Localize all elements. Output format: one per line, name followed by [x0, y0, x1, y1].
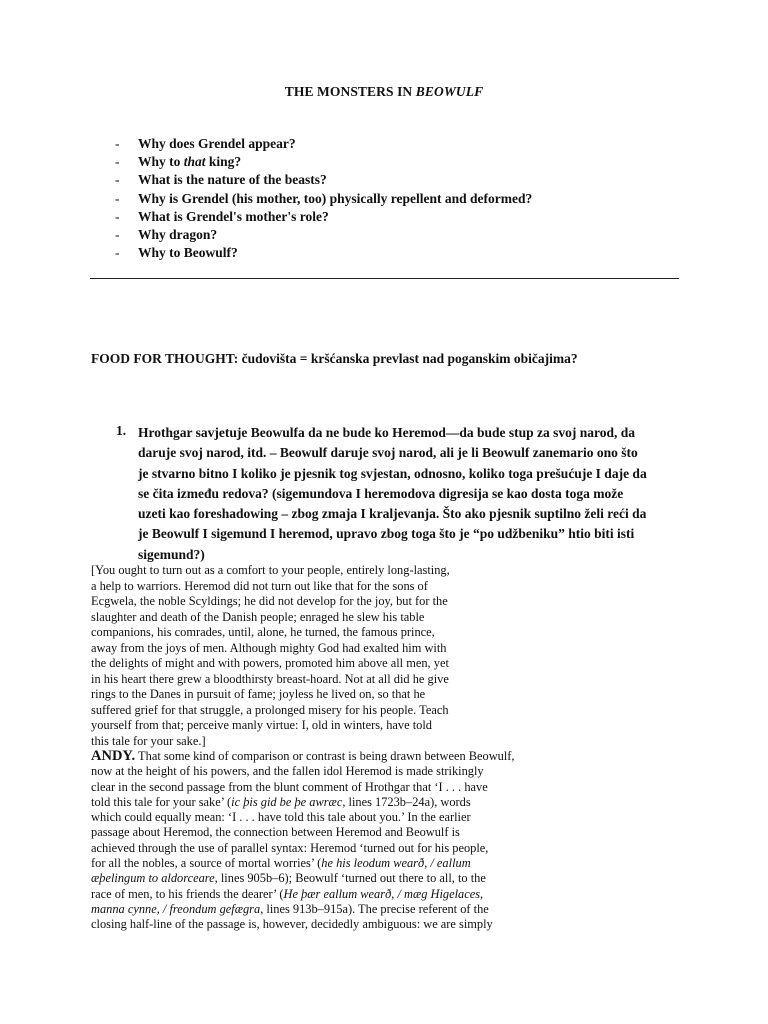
old-english-quote: He þær eallum wearð, / mæg Higelaces,: [283, 886, 484, 901]
question-emphasis: that: [183, 154, 206, 170]
andy-line: [91, 795, 515, 810]
question-text: Why is Grendel (his mother, too) physically repellent and deformed?: [138, 190, 533, 206]
point-line: je stvarno bitno I koliko je pjesnik tog svjestan, odnosno, koliko toga prešućuje I daje da: [138, 465, 647, 481]
andy-text: for all the nobles, a source of mortal worries’ (: [91, 856, 322, 871]
point-number: 1.: [116, 423, 127, 438]
quote-line: a help to warriors. Heremod did not turn out like that for the sons of: [91, 578, 428, 593]
point-line: sigemund?): [138, 546, 205, 562]
andy-line: [91, 749, 515, 764]
quote-line: this tale for your sake.]: [91, 733, 206, 748]
question-text: Why to: [138, 154, 184, 170]
quote-line: Ecgwela, the noble Scyldings; he did not develop for the joy, but for the: [91, 594, 448, 608]
andy-text: , lines 913b–915a). The precise referent of the: [260, 901, 489, 916]
list-item: [115, 244, 532, 262]
point-line: uzeti kao foreshadowing – zbog zmaja I kraljevanja. Što ako pjesnik suptilno želi reći da: [138, 506, 647, 522]
andy-label: ANDY.: [91, 748, 136, 764]
point-line: Hrothgar savjetuje Beowulfa da ne bude ko Heremod—da bude stup za svoj narod, da: [138, 425, 636, 440]
old-english-quote: manna cynne, / freondum gefægra: [91, 901, 261, 916]
quote-line: slaughter and death of the Danish people; enraged he slew his table: [91, 609, 425, 624]
quote-line: [You ought to turn out as a comfort to your people, entirely long-lasting,: [91, 563, 450, 577]
list-dash: -: [115, 245, 120, 261]
quote-line: away from the joys of men. Although mighty God had exalted him with: [91, 640, 447, 655]
andy-text: That some kind of comparison or contrast is being drawn between Beowulf,: [135, 749, 515, 763]
andy-text: told this tale for your sake’ (: [91, 794, 232, 809]
question-text: Why does Grendel appear?: [138, 136, 296, 151]
list-item: [115, 153, 532, 171]
question-text: king?: [205, 154, 242, 170]
question-text: What is Grendel's mother's role?: [138, 208, 329, 224]
question-text: What is the nature of the beasts?: [138, 172, 327, 188]
list-dash: -: [115, 208, 120, 224]
andy-line: [91, 902, 515, 917]
list-item: [115, 171, 532, 189]
andy-line: [91, 871, 515, 886]
old-english-quote: he his leodum wearð, / eallum: [321, 856, 471, 871]
food-for-thought-heading: FOOD FOR THOUGHT: čudovišta = kršćanska prevlast nad poganskim običajima?: [91, 351, 578, 366]
list-item: [115, 208, 532, 226]
title-prefix: THE MONSTERS IN: [284, 84, 416, 99]
andy-text: , lines 1723b–24a), words: [342, 794, 471, 809]
title-work: BEOWULF: [415, 84, 484, 99]
old-english-quote: æþelingum to aldorceare: [91, 871, 215, 886]
point-line: je Beowulf I sigemund I heremod, upravo zbog toga što je “po udžbeniku” htio biti isti: [138, 526, 635, 542]
question-list: [115, 135, 532, 262]
horizontal-divider: [90, 278, 679, 279]
point-line: daruje svoj narod, itd. – Beowulf daruje svoj narod, ali je li Beowulf zanemario ono što: [138, 445, 638, 461]
andy-commentary: [91, 749, 515, 933]
andy-line: closing half-line of the passage is, however, decidedly ambiguous: we are simply: [91, 917, 493, 932]
andy-line: [91, 856, 515, 871]
quote-line: suffered grief for that struggle, a prolonged misery for his people. Teach: [91, 702, 449, 717]
list-item: [115, 226, 532, 244]
andy-text: , lines 905b–6); Beowulf ‘turned out there to all, to the: [214, 871, 486, 886]
list-item: [115, 135, 532, 153]
page-title: [0, 84, 768, 100]
list-item: [115, 190, 532, 208]
point-paragraph: [138, 423, 678, 565]
quote-line: in his heart there grew a bloodthirsty breast-hoard. Not at all did he give: [91, 671, 449, 686]
list-dash: -: [115, 227, 120, 243]
quote-line: yourself from that; perceive manly virtue: I, old in winters, have told: [91, 718, 432, 732]
translation-quote: [91, 563, 450, 749]
quote-line: companions, his comrades, until, alone, he turned, the famous prince,: [91, 625, 435, 639]
question-text: Why dragon?: [138, 227, 218, 243]
list-dash: -: [115, 136, 120, 151]
point-line: se čita između redova? (sigemundova I heremodova digresija se kao dosta toga može: [138, 485, 624, 501]
andy-line: which could equally mean: ‘I . . . have told this tale about you.’ In the earlier: [91, 810, 471, 825]
andy-line: clear in the second passage from the blunt comment of Hrothgar that ‘I . . . have: [91, 779, 488, 794]
andy-line: [91, 887, 515, 902]
question-text: Why to Beowulf?: [138, 245, 238, 261]
quote-line: the delights of might and with powers, promoted him above all men, yet: [91, 656, 449, 670]
andy-line: achieved through the use of parallel syntax: Heremod ‘turned out for his people,: [91, 840, 489, 855]
list-dash: -: [115, 154, 120, 170]
list-dash: -: [115, 172, 120, 188]
andy-text: race of men, to his friends the dearer’ (: [91, 886, 284, 901]
quote-line: rings to the Danes in pursuit of fame; joyless he lived on, so that he: [91, 687, 426, 701]
list-dash: -: [115, 190, 120, 206]
old-english-quote: ic þis gid be þe awræc: [231, 794, 343, 809]
andy-line: passage about Heremod, the connection between Heremod and Beowulf is: [91, 825, 460, 840]
andy-line: now at the height of his powers, and the fallen idol Heremod is made strikingly: [91, 764, 484, 779]
